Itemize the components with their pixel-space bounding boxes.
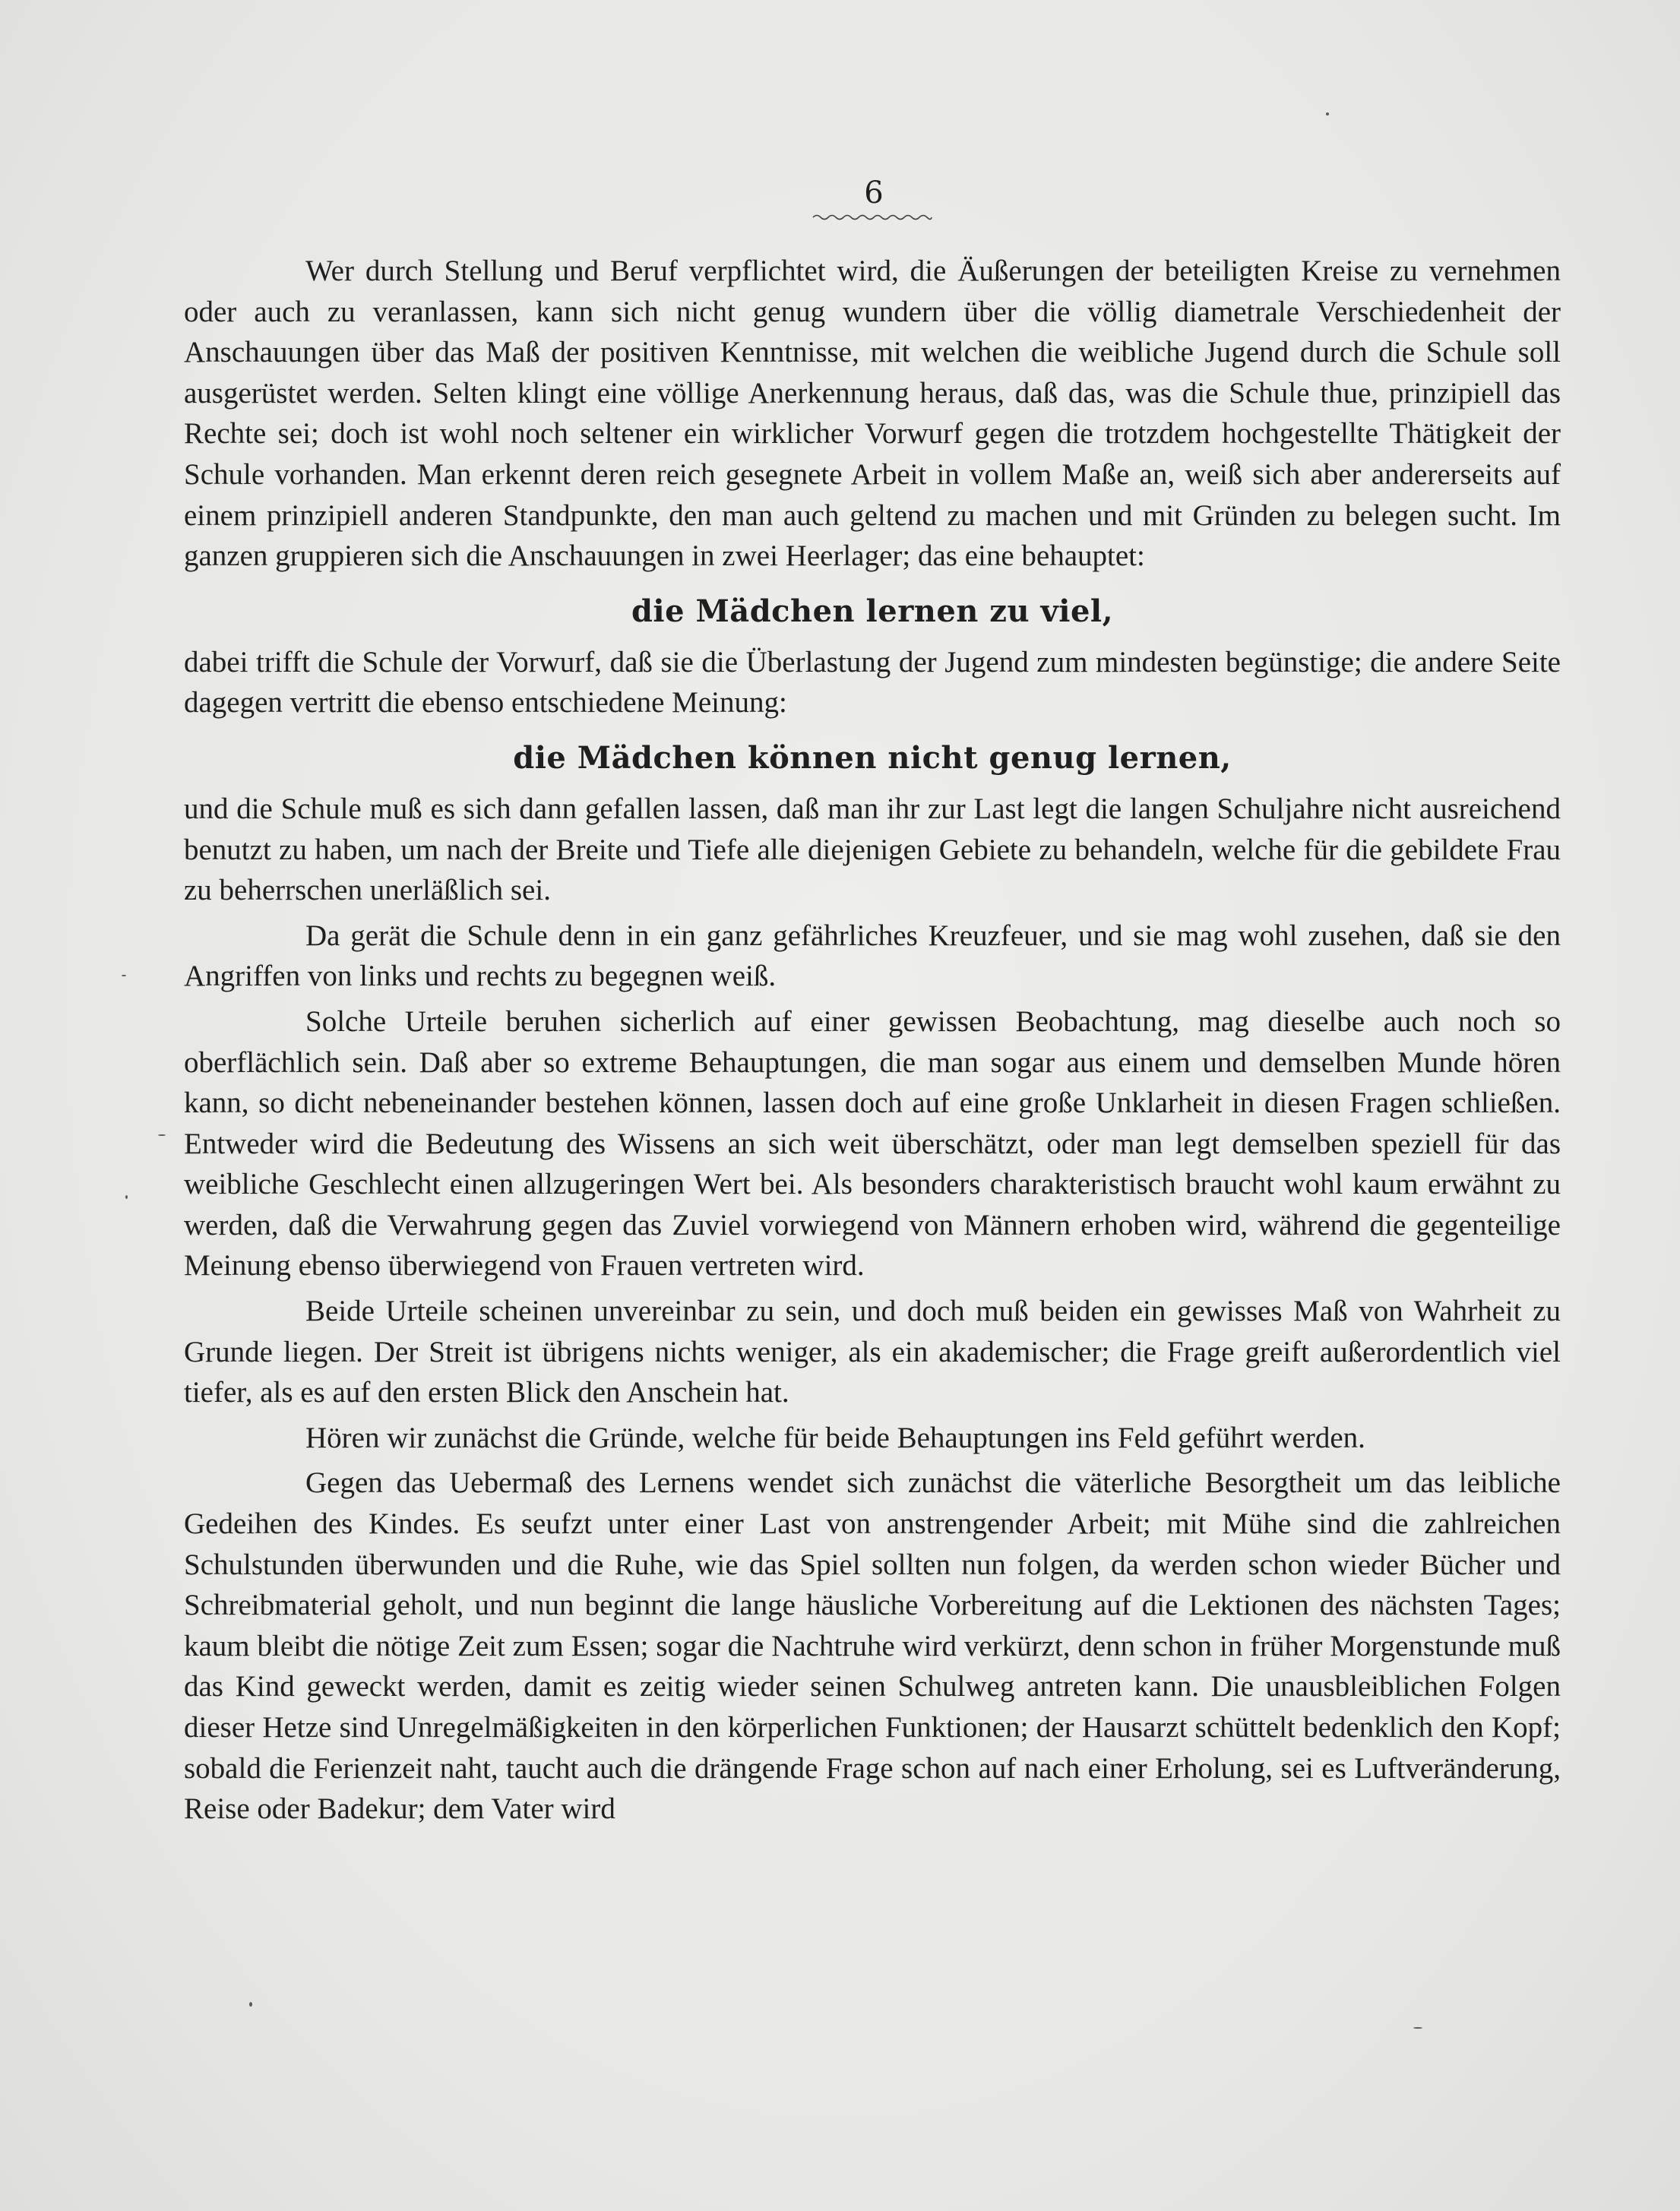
- paragraph-4: Da gerät die Schule denn in ein ganz gefährliches Kreuzfeuer, und sie mag wohl zusehen, daß sie den Angriffen von links und rechts zu begegnen weiß.: [184, 919, 1561, 993]
- paragraph-2: dabei trifft die Schule der Vorwurf, daß sie die Überlastung der Jugend zum mindesten begünstige; die andere Seite dagegen vertritt die ebenso entschiedene Meinung:: [184, 645, 1561, 720]
- paragraph-1: Wer durch Stellung und Beruf verpflichtet wird, die Äußerungen der beteiligten Kreise zu vernehmen oder auch zu veranlassen, kann sich nicht genug wundern über die völlig diametrale Verschiedenheit der Anschauungen über das Maß der positiven Kenntnisse, mit welchen die weibliche Jugend durch die Schule soll ausgerüstet werden. Selten klingt eine völlige Anerkennung heraus, daß das, was die Schule thue, prinzipiell das Rechte sei; doch ist wohl noch seltener ein wirklicher Vorwurf gegen die trotzdem hochgestellte Thätigkeit der Schule vorhanden. Man erkennt deren reich gesegnete Arbeit in vollem Maße an, weiß sich aber andererseits auf einem prinzipiell anderen Standpunkte, den man auch geltend zu machen und mit Gründen zu belegen sucht. Im ganzen gruppieren sich die Anschauungen in zwei Heerlager; das eine behauptet:: [184, 255, 1561, 573]
- headline-too-much: die Mädchen lernen zu viel,: [631, 593, 1114, 629]
- scan-speck: [122, 975, 126, 976]
- paragraph-8: Gegen das Uebermaß des Lernens wendet sich zunächst die väterliche Besorgtheit um das leibliche Gedeihen des Kindes. Es seufzt unter einer Last von anstrengender Arbeit; mit Mühe sind die zahlreichen Schulstunden überwunden und die Ruhe, wie das Spiel sollten nun folgen, da werden schon wieder Bücher und Schreibmaterial geholt, und nun beginnt die lange häusliche Vorbereitung auf die Lektionen des nächsten Tages; kaum bleibt die nötige Zeit zum Essen; sogar die Nachtruhe wird verkürzt, denn schon in früher Morgenstunde muß das Kind geweckt werden, damit es zeitig wieder seinen Schulweg antreten kann. Die unausbleiblichen Folgen dieser Hetze sind Unregelmäßigkeiten in den körperlichen Funktionen; der Hausarzt schüttelt bedenklich den Kopf; sobald die Ferienzeit naht, taucht auch die drängende Frage schon auf nach einer Erholung, sei es Luftveränderung, Reise oder Badekur; dem Vater wird: [184, 1466, 1561, 1826]
- scan-speck: [1413, 2027, 1422, 2029]
- headline-not-enough: die Mädchen können nicht genug lernen,: [513, 739, 1232, 776]
- paragraph-6: Beide Urteile scheinen unvereinbar zu sein, und doch muß beiden ein gewisses Maß von Wahrheit zu Grunde liegen. Der Streit ist übrigens nichts weniger, als ein akademischer; die Frage greift außerordentlich viel tiefer, als es auf den ersten Blick den Anschein hat.: [184, 1295, 1561, 1409]
- scan-speck: [125, 1195, 128, 1199]
- scan-speck: [249, 2002, 252, 2007]
- body-text: [184, 251, 1561, 1830]
- paragraph-7: Hören wir zunächst die Gründe, welche für beide Behauptungen ins Feld geführt werden.: [305, 1421, 1365, 1454]
- scan-speck: [158, 1134, 166, 1136]
- paragraph-5: Solche Urteile beruhen sicherlich auf einer gewissen Beobachtung, mag dieselbe auch noch so oberflächlich sein. Daß aber so extreme Behauptungen, die man sogar aus einem und demselben Munde hören kann, so dicht nebeneinander bestehen können, lassen doch auf eine große Unklarheit in diesen Fragen schließen. Entweder wird die Bedeutung des Wissens an sich weit überschätzt, oder man legt demselben speziell für das weibliche Geschlecht einen allzugeringen Wert bei. Als besonders charakteristisch braucht wohl kaum erwähnt zu werden, daß die Verwahrung gegen das Zuviel vorwiegend von Männern erhoben wird, während die gegenteilige Meinung ebenso überwiegend von Frauen vertreten wird.: [184, 1004, 1561, 1283]
- paragraph-3: und die Schule muß es sich dann gefallen lassen, daß man ihr zur Last legt die langen Schuljahre nicht ausreichend benutzt zu haben, um nach der Breite und Tiefe alle diejenigen Gebiete zu behandeln, welche für die gebildete Frau zu beherrschen unerläßlich sei.: [184, 792, 1561, 907]
- scan-speck: [1326, 112, 1329, 115]
- page-number-ornament: [812, 213, 933, 222]
- page-number: 6: [864, 176, 884, 210]
